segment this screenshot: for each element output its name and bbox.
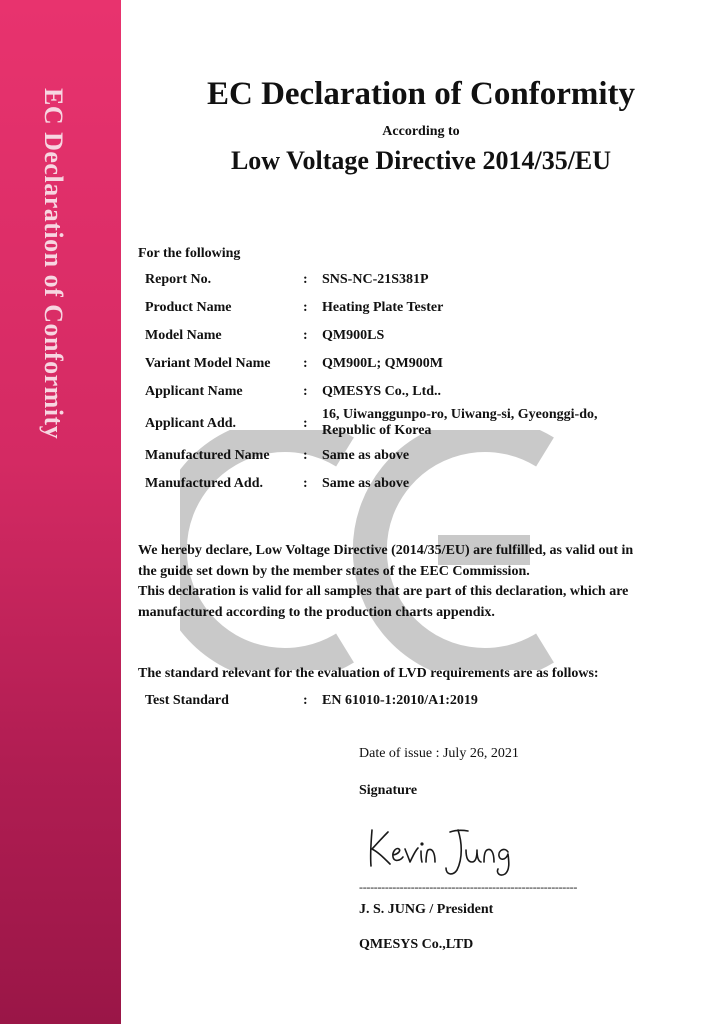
field-value: Heating Plate Tester bbox=[322, 300, 444, 315]
field-label: Report No. bbox=[145, 272, 212, 287]
field-label: Manufactured Name bbox=[145, 448, 270, 463]
field-colon: : bbox=[303, 693, 308, 708]
field-value: QM900LS bbox=[322, 328, 385, 343]
side-banner bbox=[0, 0, 121, 1024]
declaration-line: the guide set down by the member states of the EEC Commission. bbox=[138, 563, 530, 579]
field-label: Variant Model Name bbox=[145, 356, 271, 371]
field-value: Same as above bbox=[322, 476, 410, 491]
declaration-line: We hereby declare, Low Voltage Directive (2014/35/EU) are fulfilled, as valid out in bbox=[138, 543, 634, 558]
field-label: Manufactured Add. bbox=[145, 476, 263, 491]
field-colon: : bbox=[303, 476, 308, 491]
signature-line: ----------------------------------------------------------- bbox=[359, 880, 578, 894]
standard-intro: The standard relevant for the evaluation of LVD requirements are as follows: bbox=[138, 666, 599, 681]
field-value: Same as above bbox=[322, 448, 410, 463]
address-line-1: 16, Uiwanggunpo-ro, Uiwang-si, Gyeonggi-do, bbox=[322, 407, 598, 422]
field-label: Model Name bbox=[145, 328, 222, 343]
field-value: EN 61010-1:2010/A1:2019 bbox=[322, 693, 478, 708]
field-value: QM900L; QM900M bbox=[322, 356, 443, 371]
field-colon: : bbox=[303, 300, 308, 315]
declaration-text bbox=[138, 541, 708, 623]
signer-name: J. S. JUNG / President bbox=[359, 902, 494, 917]
field-colon: : bbox=[303, 416, 308, 431]
field-colon: : bbox=[303, 448, 308, 463]
declaration-line: manufactured according to the production charts appendix. bbox=[138, 604, 495, 620]
date-of-issue: Date of issue : July 26, 2021 bbox=[359, 746, 519, 761]
company-name: QMESYS Co.,LTD bbox=[359, 937, 474, 952]
details-intro: For the following bbox=[138, 246, 241, 261]
field-colon: : bbox=[303, 272, 308, 287]
handwritten-signature bbox=[362, 822, 542, 878]
field-value bbox=[322, 407, 682, 439]
field-colon: : bbox=[303, 384, 308, 399]
field-colon: : bbox=[303, 356, 308, 371]
document-title: EC Declaration of Conformity bbox=[206, 76, 635, 112]
signature-label: Signature bbox=[359, 783, 418, 798]
field-colon: : bbox=[303, 328, 308, 343]
address-line-2: Republic of Korea bbox=[322, 423, 432, 438]
field-label: Applicant Name bbox=[145, 384, 243, 399]
field-label: Test Standard bbox=[145, 693, 229, 708]
field-value: SNS-NC-21S381P bbox=[322, 272, 429, 287]
field-value: QMESYS Co., Ltd.. bbox=[322, 384, 442, 399]
declaration-line: This declaration is valid for all samples that are part of this declaration, which are bbox=[138, 584, 629, 599]
directive-title: Low Voltage Directive 2014/35/EU bbox=[230, 146, 612, 175]
field-label: Product Name bbox=[145, 300, 232, 315]
according-to: According to bbox=[382, 124, 460, 139]
field-label: Applicant Add. bbox=[145, 416, 237, 431]
side-banner-text: EC Declaration of Conformity bbox=[39, 88, 68, 440]
